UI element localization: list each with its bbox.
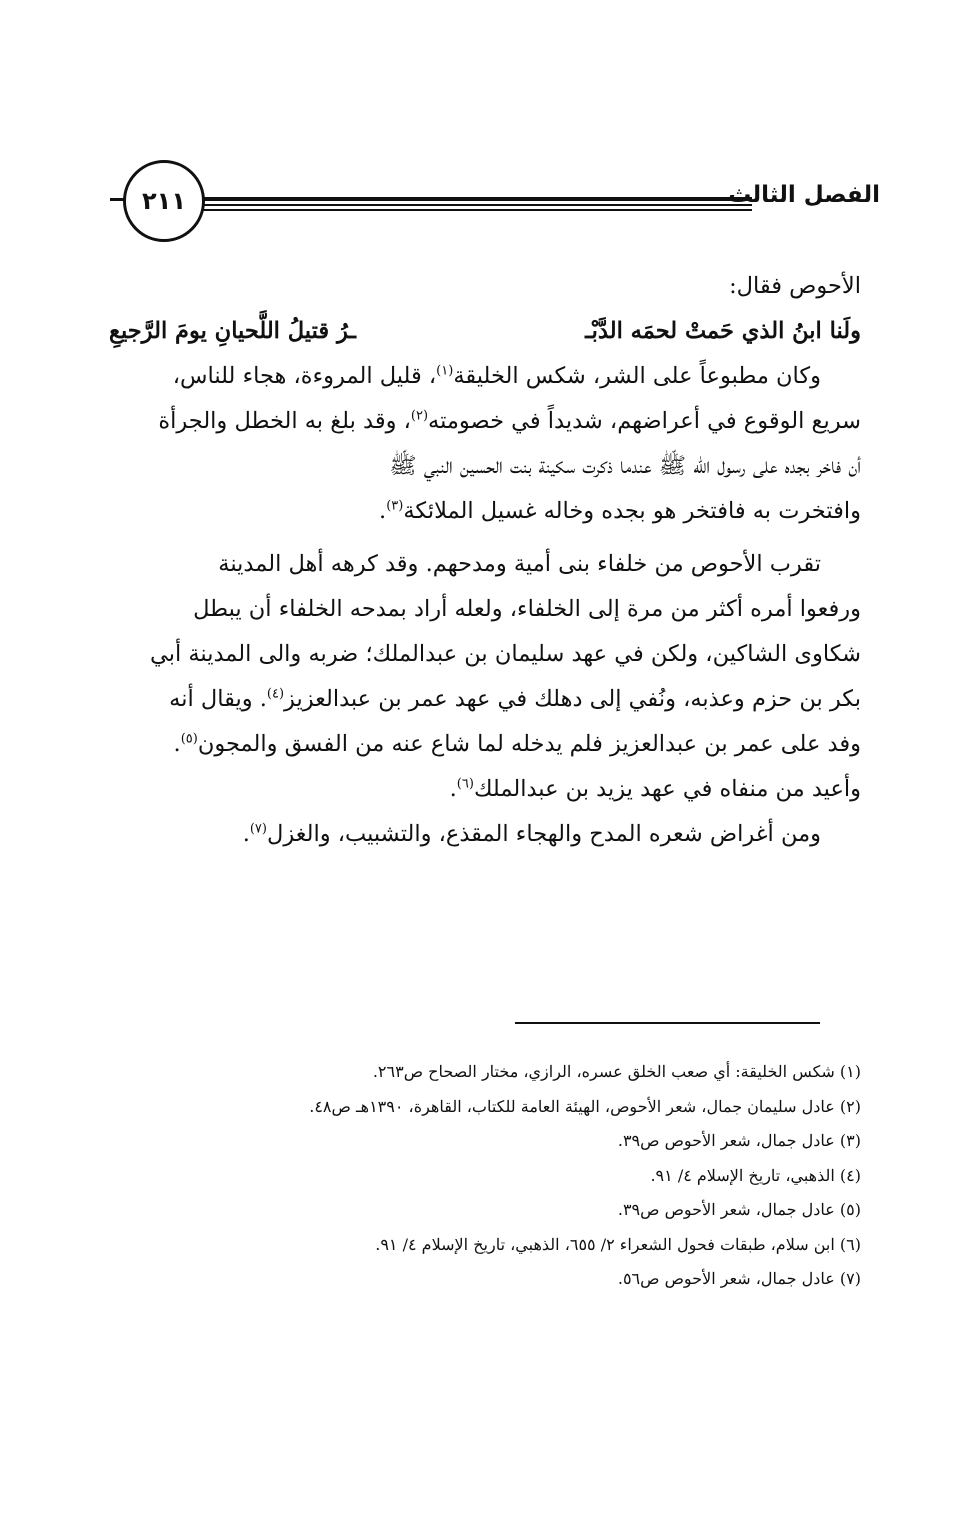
chapter-title: الفصل الثالث — [728, 182, 880, 208]
paragraph-line — [109, 489, 861, 534]
paragraph-line — [109, 812, 861, 857]
text-run: تقرب الأحوص من خلفاء بنى أمية ومدحهم. وقد كرهه أهل المدينة — [218, 551, 821, 577]
text-run: سريع الوقوع في أعراضهم، شديداً في خصومته — [428, 408, 861, 434]
text-run: وافتخرت به فافتخر هو بجده وخاله غسيل الملائكة — [403, 498, 861, 524]
footnote-item: (٤) الذهبي، تاريخ الإسلام ٤/ ٩١. — [650, 1165, 861, 1185]
page-number-text: ٢١١ — [142, 187, 186, 215]
text-run: . ويقال أنه — [169, 686, 267, 712]
text-run: ومن أغراض شعره المدح والهجاء المقذع، والتشبيب، والغزل — [266, 821, 821, 847]
verse-first-hemistich: ولَنا ابنُ الذي حَمتْ لحمَه الدَّبْـ — [585, 318, 861, 344]
header-rule-thin — [200, 209, 752, 211]
text-run: ورفعوا أمره أكثر من مرة إلى الخلفاء، ولعله أراد بمدحه الخلفاء أن يبطل — [193, 596, 861, 622]
text-run: . — [449, 776, 457, 802]
footnote-ref[interactable]: (٧) — [249, 821, 267, 837]
footnotes — [161, 1055, 861, 1297]
text-run: . — [173, 731, 181, 757]
header-rule — [200, 197, 752, 206]
footnote-ref[interactable]: (٤) — [266, 686, 285, 702]
paragraph-line — [109, 444, 861, 489]
verse-second-hemistich: ـرُ قتيلُ اللَّحيانِ يومَ الرَّجيعِ — [109, 318, 356, 344]
text-run: . — [379, 498, 387, 524]
text-run: أن فاخر بجده على رسول الله ﷺ عندما ذكرت سكينة بنت الحسين النبي ﷺ — [389, 453, 861, 479]
footnote-separator — [515, 1022, 820, 1024]
footnote-ref[interactable]: (٦) — [456, 776, 474, 792]
intro-line: الأحوص فقال: — [729, 273, 861, 299]
header-ornament-left — [110, 198, 124, 201]
page-number — [123, 160, 205, 242]
paragraph-line — [109, 542, 861, 587]
footnote-ref[interactable]: (٢) — [410, 408, 429, 424]
footnote-ref[interactable]: (١) — [436, 363, 454, 379]
footnote-item: (١) شكس الخليقة: أي صعب الخلق عسره، الرازي، مختار الصحاح ص٢٦٣. — [372, 1062, 861, 1081]
page-header — [100, 160, 880, 246]
text-run: ، قليل المروءة، هجاء للناس، — [172, 363, 437, 389]
paragraph-line — [109, 399, 861, 444]
text-run: وكان مطبوعاً على الشر، شكس الخليقة — [453, 363, 821, 389]
footnote-item: (٦) ابن سلام، طبقات فحول الشعراء ٢/ ٦٥٥، الذهبي، تاريخ الإسلام ٤/ ٩١. — [375, 1234, 861, 1254]
paragraph-line — [109, 677, 861, 722]
footnote-item: (٢) عادل سليمان جمال، شعر الأحوص، الهيئة العامة للكتاب، القاهرة، ١٣٩٠هـ ص٤٨. — [309, 1096, 861, 1116]
paragraph-line — [109, 632, 861, 677]
text-run: ، وقد بلغ به الخطل والجرأة — [158, 408, 411, 434]
footnote-item: (٧) عادل جمال، شعر الأحوص ص٥٦. — [617, 1269, 861, 1288]
paragraph-line — [109, 354, 861, 399]
text-run: وأعيد من منفاه في عهد يزيد بن عبدالملك — [473, 776, 861, 802]
poetry-verse — [109, 309, 861, 354]
text-run: . — [242, 821, 250, 847]
text-run: شكاوى الشاكين، ولكن في عهد سليمان بن عبدالملك؛ ضربه والى المدينة أبي — [149, 641, 861, 667]
text-run: بكر بن حزم وعذبه، ونُفي إلى دهلك في عهد عمر بن عبدالعزيز — [284, 686, 861, 712]
text-run: وفد على عمر بن عبدالعزيز فلم يدخله لما شاع عنه من الفسق والمجون — [197, 731, 861, 757]
paragraph-line — [109, 722, 861, 767]
paragraph-line — [109, 767, 861, 812]
footnote-item: (٥) عادل جمال، شعر الأحوص ص٣٩. — [617, 1200, 861, 1219]
footnote-ref[interactable]: (٥) — [180, 731, 198, 747]
paragraph-line — [109, 587, 861, 632]
footnote-ref[interactable]: (٣) — [386, 498, 404, 514]
footnote-item: (٣) عادل جمال، شعر الأحوص ص٣٩. — [617, 1131, 861, 1150]
main-text — [109, 264, 861, 857]
